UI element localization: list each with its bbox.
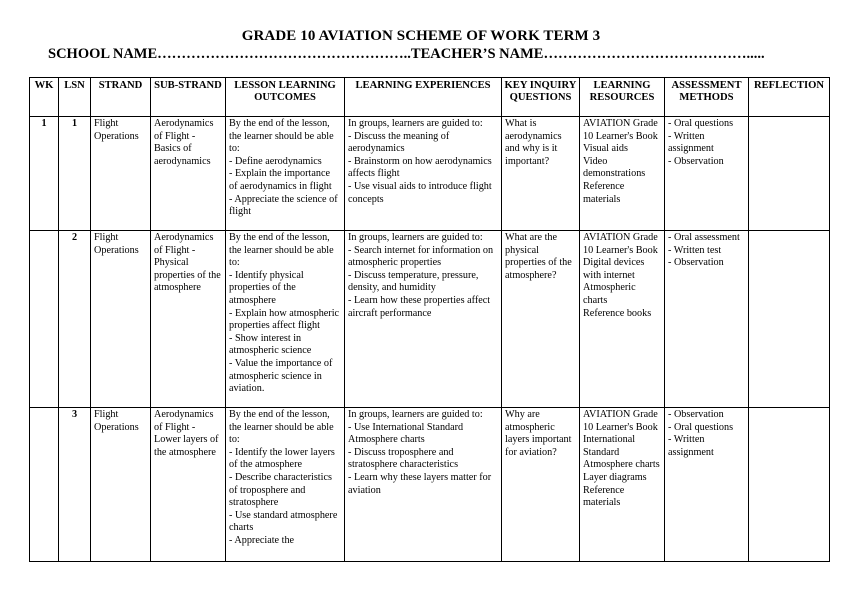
experience-line: In groups, learners are guided to: (348, 409, 483, 420)
resources-cell (580, 231, 665, 408)
experience-line: - Discuss troposphere and stratosphere characteristics (348, 446, 459, 471)
substrand-cell: Aerodynamics of Flight - Basics of aerodynamics (151, 117, 226, 231)
resource-line: Video demonstrations (583, 155, 646, 180)
column-header-wk: WK (30, 78, 59, 117)
experiences-cell (345, 117, 502, 231)
assessment-line: - Oral assessment (668, 232, 740, 243)
table-row (30, 117, 830, 231)
outcome-line: - Appreciate the (229, 534, 295, 546)
outcome-line: - Describe characteristics of troposphere and stratosphere (229, 471, 332, 509)
resources-cell (580, 117, 665, 231)
outcomes-cell (226, 117, 345, 231)
resource-line: International Standard Atmosphere charts (583, 434, 660, 471)
outcome-line: - Explain how atmospheric properties affect flight (229, 307, 340, 332)
reflection-cell (749, 117, 830, 231)
column-header-lsn: LSN (59, 78, 91, 117)
assessment-cell (665, 408, 749, 562)
school-teacher-line: SCHOOL NAME……………………………………………..TEACHER’S NAME……………………………………..... (48, 46, 765, 62)
lesson-cell: 2 (59, 231, 91, 408)
week-cell (30, 408, 59, 562)
resource-line: Reference materials (583, 180, 625, 205)
experience-line: - Discuss temperature, pressure, density, and humidity (348, 269, 479, 294)
outcome-line: - Define aerodynamics (229, 155, 322, 167)
inquiry-question-cell: What is aerodynamics and why is it important? (502, 117, 580, 231)
table-header-row (30, 78, 830, 117)
outcomes-cell (226, 231, 345, 408)
reflection-cell (749, 231, 830, 408)
column-header-experiences: LEARNING EXPERIENCES (345, 78, 502, 117)
resource-line: Atmospheric charts (583, 282, 636, 306)
assessment-line: - Observation (668, 155, 724, 167)
column-header-assessment: ASSESSMENT METHODS (665, 78, 749, 117)
inquiry-question-cell: What are the physical properties of the atmosphere? (502, 231, 580, 408)
assessment-line: - Oral questions (668, 421, 734, 433)
inquiry-question-cell: Why are atmospheric layers important for aviation? (502, 408, 580, 562)
experience-line: In groups, learners are guided to: (348, 232, 483, 243)
experience-line: - Search internet for information on atmospheric properties (348, 244, 494, 269)
assessment-cell (665, 231, 749, 408)
column-header-questions: KEY INQUIRY QUESTIONS (502, 78, 580, 117)
substrand-cell: Aerodynamics of Flight - Lower layers of the atmosphere (151, 408, 226, 562)
resource-line: AVIATION Grade 10 Learner's Book (583, 232, 658, 256)
column-header-strand: STRAND (91, 78, 151, 117)
outcome-line: - Value the importance of atmospheric science in aviation. (229, 357, 333, 395)
table-row (30, 408, 830, 562)
assessment-cell (665, 117, 749, 231)
assessment-line: - Observation (668, 409, 724, 420)
strand-cell: Flight Operations (91, 117, 151, 231)
resource-line: Digital devices with internet (583, 257, 645, 281)
lesson-cell: 1 (59, 117, 91, 231)
assessment-line: - Observation (668, 257, 724, 269)
outcomes-cell (226, 408, 345, 562)
week-cell: 1 (30, 117, 59, 231)
resource-line: AVIATION Grade 10 Learner's Book (583, 118, 658, 142)
experience-line: In groups, learners are guided to: (348, 118, 483, 129)
table-row (30, 231, 830, 408)
resource-line: Layer diagrams (583, 471, 647, 483)
outcome-line: By the end of the lesson, the learner should be able to: (229, 232, 334, 269)
experience-line: - Discuss the meaning of aerodynamics (348, 130, 450, 155)
resource-line: Reference books (583, 307, 652, 319)
outcome-line: By the end of the lesson, the learner should be able to: (229, 118, 334, 155)
outcome-line: - Use standard atmosphere charts (229, 509, 338, 534)
column-header-outcomes: LESSON LEARNING OUTCOMES (226, 78, 345, 117)
resources-cell (580, 408, 665, 562)
experience-line: - Use International Standard Atmosphere charts (348, 421, 464, 446)
experience-line: - Learn how these properties affect aircraft performance (348, 294, 491, 319)
strand-cell: Flight Operations (91, 408, 151, 562)
outcome-line: - Appreciate the science of flight (229, 193, 338, 218)
column-header-resources: LEARNING RESOURCES (580, 78, 665, 117)
experience-line: - Brainstorm on how aerodynamics affects flight (348, 155, 492, 180)
experiences-cell (345, 408, 502, 562)
outcome-line: - Explain the importance of aerodynamics in flight (229, 168, 332, 192)
reflection-cell (749, 408, 830, 562)
substrand-cell: Aerodynamics of Flight - Physical properties of the atmosphere (151, 231, 226, 408)
lesson-cell: 3 (59, 408, 91, 562)
document-title: GRADE 10 AVIATION SCHEME OF WORK TERM 3 (241, 28, 601, 44)
outcome-line: - Identify physical properties of the atmosphere (229, 269, 304, 306)
assessment-line: - Oral questions (668, 118, 734, 129)
outcome-line: - Show interest in atmospheric science (229, 332, 312, 357)
resource-line: Reference materials (583, 484, 625, 509)
outcome-line: - Identify the lower layers of the atmosphere (229, 446, 335, 471)
assessment-line: - Written assignment (668, 130, 714, 155)
strand-cell: Flight Operations (91, 231, 151, 408)
experience-line: - Learn why these layers matter for aviation (348, 471, 492, 496)
experience-line: - Use visual aids to introduce flight concepts (348, 180, 492, 205)
assessment-line: - Written assignment (668, 434, 714, 458)
assessment-line: - Written test (668, 244, 722, 256)
resource-line: AVIATION Grade 10 Learner's Book (583, 409, 658, 433)
week-cell (30, 231, 59, 408)
experiences-cell (345, 231, 502, 408)
column-header-reflection: REFLECTION (749, 78, 830, 117)
column-header-substrand: SUB-STRAND (151, 78, 226, 117)
scheme-of-work-table (29, 77, 830, 562)
outcome-line: By the end of the lesson, the learner should be able to: (229, 409, 334, 446)
resource-line: Visual aids (583, 143, 628, 155)
